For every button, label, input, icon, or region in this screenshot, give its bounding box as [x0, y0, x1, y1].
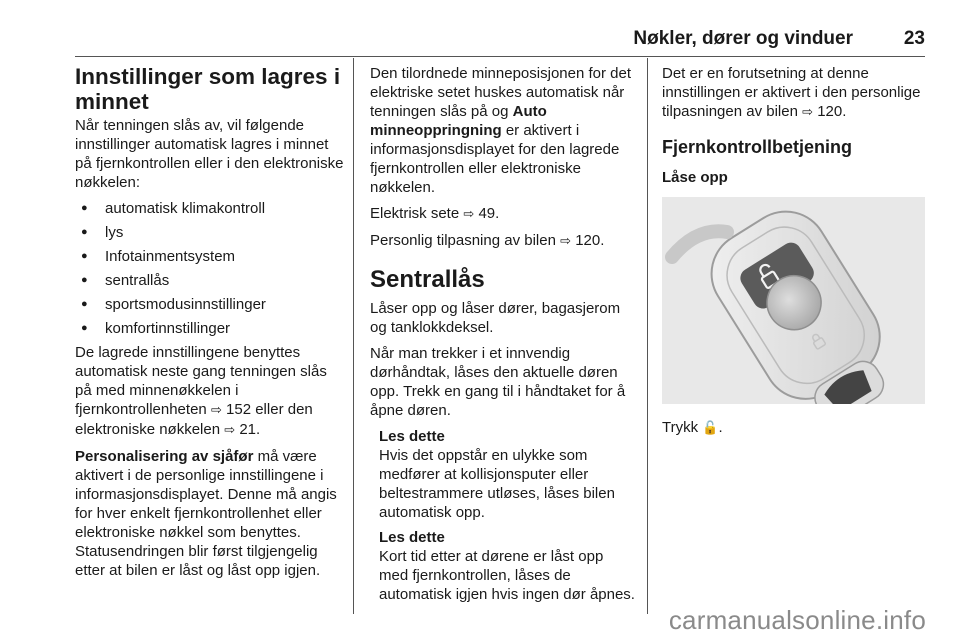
- column-divider-2: [647, 58, 648, 614]
- header-rule: [75, 56, 925, 57]
- page-header: [75, 28, 925, 58]
- list-item: ● komfortinnstillinger: [75, 319, 345, 338]
- column-3: [662, 64, 928, 445]
- auto-memory-label: Auto minneoppringning: [370, 103, 547, 139]
- ref-arrow-icon: ⇨: [224, 423, 236, 438]
- section-heading-central-lock: Sentrallås: [370, 266, 485, 293]
- section-heading-remote: Fjernkontrollbetjening: [662, 137, 853, 157]
- ref-arrow-icon: ⇨: [802, 105, 814, 120]
- page-reference[interactable]: 120.: [817, 103, 847, 120]
- ref-arrow-icon: ⇨: [463, 207, 475, 222]
- memory-settings-list: [75, 199, 345, 338]
- note-label: Les dette: [379, 428, 445, 445]
- remote-key-illustration: [662, 197, 925, 404]
- prerequisite-paragraph: Det er en forutsetning at denne innstillingen er aktivert i den personlige tilpasningen av bilen ⇨ 120.: [662, 65, 921, 120]
- note-label: Les dette: [379, 529, 445, 546]
- list-item: ● sportsmodusinnstillinger: [75, 295, 345, 314]
- column-1: [75, 64, 345, 587]
- list-item: ● Infotainmentsystem: [75, 247, 345, 266]
- personalisation-reference: Personlig tilpasning av bilen ⇨ 120.: [370, 232, 605, 249]
- note-box: [370, 528, 636, 604]
- column-2: [370, 64, 636, 610]
- seat-memory-paragraph: Den tilordnede minneposisjonen for det elektriske setet huskes automatisk når tenningen slås på og Auto minneoppringning er aktivert i informasjonsdisplayet for den lagrede fjernkontrollen eller elektroniske nøkkelen.: [370, 65, 631, 196]
- note-text: Kort tid etter at dørene er låst opp med fjernkontrollen, låses de automatisk igjen hvis ingen dør åpnes.: [379, 548, 635, 603]
- unlock-instruction: Trykk 🔓.: [662, 419, 723, 436]
- list-item: ● automatisk klimakontroll: [75, 199, 345, 218]
- ref-arrow-icon: ⇨: [210, 403, 222, 418]
- personalisation-label: Personalisering av sjåfør: [75, 448, 254, 465]
- stored-settings-paragraph: De lagrede innstillingene benyttes automatisk neste gang tenningen slås på med minnenøkkelen i fjernkontrollenheten ⇨ 152 eller den elektroniske nøkkelen ⇨ 21.: [75, 344, 327, 438]
- central-lock-intro: Låser opp og låser dører, bagasjerom og tanklokkdeksel.: [370, 300, 621, 336]
- page-reference[interactable]: 21.: [239, 421, 261, 438]
- list-item: ● sentrallås: [75, 271, 345, 290]
- note-box: [370, 427, 636, 522]
- page-reference[interactable]: 152: [226, 401, 252, 418]
- section-heading-memory: Innstillinger som lagres i minnet: [75, 64, 341, 114]
- subheading-unlock: Låse opp: [662, 169, 728, 186]
- site-watermark: carmanualsonline.info: [668, 605, 926, 635]
- list-item: ● lys: [75, 223, 345, 242]
- page-reference[interactable]: 120.: [575, 232, 605, 249]
- page-reference[interactable]: 49.: [478, 205, 500, 222]
- unlock-icon: 🔓: [702, 421, 719, 436]
- page-number: 23: [903, 28, 925, 49]
- chapter-title: Nøkler, dører og vinduer: [633, 28, 853, 49]
- personalisation-paragraph: Personalisering av sjåfør må være aktivert i de personlige innstillingene i informasjonsdisplayet. Denne må angis for hver enkelt fjernkontrollenhet eller elektroniske nøkkel som benyttes. Statusendringen blir først tilgjengelig etter at bilen er låst og låst opp igjen.: [75, 448, 337, 579]
- memory-intro: Når tenningen slås av, vil følgende innstillinger automatisk lagres i minnet på fjernkontrollen eller i den elektroniske nøkkelen:: [75, 117, 344, 191]
- seat-reference: Elektrisk sete ⇨ 49.: [370, 205, 500, 222]
- door-handle-paragraph: Når man trekker i et innvendig dørhåndtak, låses den aktuelle døren opp. Trekk en gang til i håndtaket for å åpne døren.: [370, 345, 626, 419]
- note-text: Hvis det oppstår en ulykke som medfører at kollisjonsputer eller beltestrammere utløses, låses bilen automatisk opp.: [379, 447, 615, 521]
- column-divider-1: [353, 58, 354, 614]
- ref-arrow-icon: ⇨: [560, 234, 572, 249]
